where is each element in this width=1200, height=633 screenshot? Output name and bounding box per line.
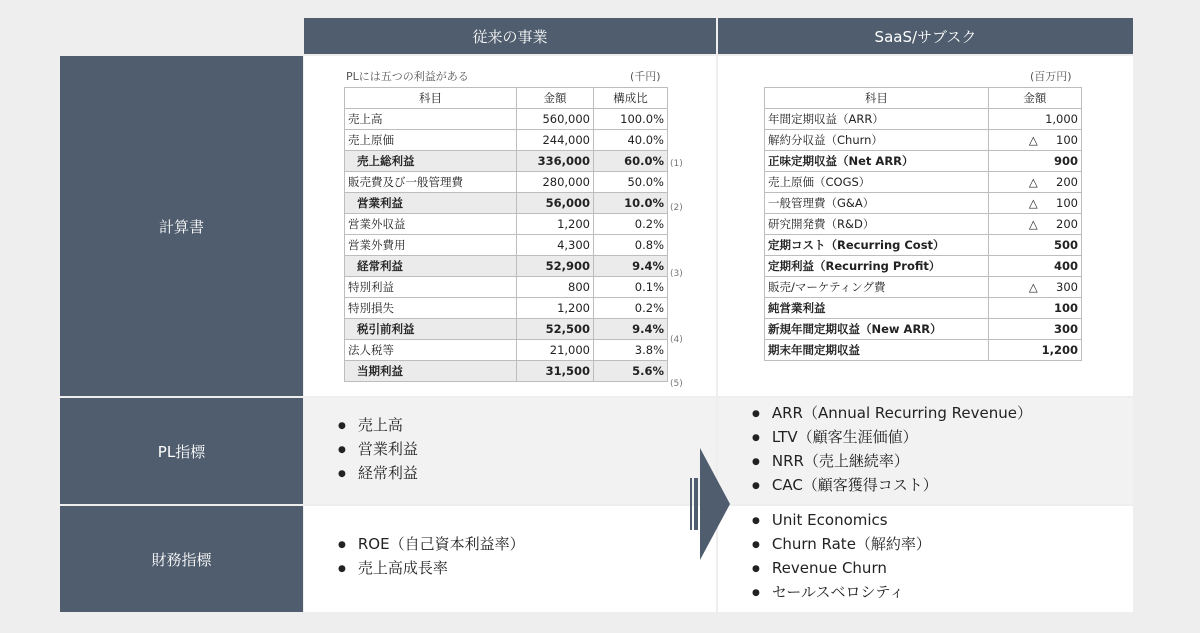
list-item: ● ARR（Annual Recurring Revenue） bbox=[752, 401, 1032, 425]
row-amount: 244,000 bbox=[517, 130, 594, 151]
row-ratio: 0.1% bbox=[594, 277, 668, 298]
list-item: ● LTV（顧客生涯価値） bbox=[752, 425, 1032, 449]
row-amount: 200 bbox=[1056, 175, 1078, 189]
row-amount-cell bbox=[988, 277, 1081, 298]
profit-number-note: (3) bbox=[670, 269, 683, 279]
table-row bbox=[765, 214, 1082, 235]
row-item-name: 研究開発費（R&D） bbox=[765, 214, 989, 235]
table-row bbox=[345, 361, 668, 382]
table-row bbox=[765, 256, 1082, 277]
col-header-item: 科目 bbox=[765, 88, 989, 109]
row-amount: 100 bbox=[1056, 133, 1078, 147]
traditional-finance-metrics-list bbox=[338, 532, 525, 580]
row-amount: 280,000 bbox=[517, 172, 594, 193]
table-row bbox=[345, 130, 668, 151]
header-traditional: 従来の事業 bbox=[304, 18, 716, 54]
row-amount-cell bbox=[988, 109, 1081, 130]
row-amount: 31,500 bbox=[517, 361, 594, 382]
col-header-amount: 金額 bbox=[517, 88, 594, 109]
table-row bbox=[765, 298, 1082, 319]
header-saas: SaaS/サブスク bbox=[718, 18, 1133, 54]
row-amount: 400 bbox=[1053, 259, 1078, 273]
table-row bbox=[345, 235, 668, 256]
traditional-pl-metrics-list bbox=[338, 413, 418, 485]
transition-arrow-icon bbox=[690, 448, 732, 560]
rowhead-finance-metrics: 財務指標 bbox=[60, 506, 303, 612]
list-item: ● Unit Economics bbox=[752, 508, 931, 532]
minus-triangle-icon: △ bbox=[1028, 217, 1038, 231]
row-item-name: 販売/マーケティング費 bbox=[765, 277, 989, 298]
row-amount: 56,000 bbox=[517, 193, 594, 214]
table-row bbox=[345, 319, 668, 340]
table-row bbox=[765, 235, 1082, 256]
row-amount: 560,000 bbox=[517, 109, 594, 130]
profit-number-note: (2) bbox=[670, 203, 683, 213]
row-amount: 4,300 bbox=[517, 235, 594, 256]
row-amount: 100 bbox=[1056, 196, 1078, 210]
col-header-amount: 金額 bbox=[988, 88, 1081, 109]
row-item-name: 営業外収益 bbox=[345, 214, 517, 235]
minus-triangle-icon: △ bbox=[1028, 280, 1038, 294]
row-amount: 336,000 bbox=[517, 151, 594, 172]
row-amount-cell bbox=[988, 319, 1081, 340]
row-amount: 300 bbox=[1056, 280, 1078, 294]
rowhead-pl-metrics: PL指標 bbox=[60, 398, 303, 504]
row-ratio: 3.8% bbox=[594, 340, 668, 361]
table-row bbox=[765, 193, 1082, 214]
table-row bbox=[345, 298, 668, 319]
row-amount-cell bbox=[988, 214, 1081, 235]
row-item-name: 営業利益 bbox=[345, 193, 517, 214]
traditional-pl-unit: (千円) bbox=[630, 70, 661, 83]
row-amount: 1,200 bbox=[1041, 343, 1078, 357]
row-ratio: 5.6% bbox=[594, 361, 668, 382]
list-item: ● NRR（売上継続率） bbox=[752, 449, 1032, 473]
list-item: ● セールスベロシティ bbox=[752, 580, 931, 604]
table-row bbox=[765, 130, 1082, 151]
row-item-name: 経常利益 bbox=[345, 256, 517, 277]
table-row bbox=[765, 172, 1082, 193]
row-item-name: 売上原価 bbox=[345, 130, 517, 151]
table-row bbox=[765, 277, 1082, 298]
col-header-ratio: 構成比 bbox=[594, 88, 668, 109]
row-item-name: 新規年間定期収益（New ARR） bbox=[765, 319, 989, 340]
row-amount: 52,500 bbox=[517, 319, 594, 340]
list-item: ● Churn Rate（解約率） bbox=[752, 532, 931, 556]
row-amount: 1,200 bbox=[517, 298, 594, 319]
row-item-name: 定期コスト（Recurring Cost） bbox=[765, 235, 989, 256]
row-item-name: 純営業利益 bbox=[765, 298, 989, 319]
saas-pl-unit: (百万円) bbox=[1030, 70, 1072, 83]
table-row bbox=[765, 151, 1082, 172]
table-row bbox=[345, 340, 668, 361]
list-item: ● Revenue Churn bbox=[752, 556, 931, 580]
row-ratio: 50.0% bbox=[594, 172, 668, 193]
row-amount-cell bbox=[988, 256, 1081, 277]
row-amount: 1,200 bbox=[517, 214, 594, 235]
list-item: ● 営業利益 bbox=[338, 437, 418, 461]
row-ratio: 9.4% bbox=[594, 256, 668, 277]
row-item-name: 特別利益 bbox=[345, 277, 517, 298]
row-item-name: 売上総利益 bbox=[345, 151, 517, 172]
row-amount: 500 bbox=[1053, 238, 1078, 252]
row-item-name: 当期利益 bbox=[345, 361, 517, 382]
table-row bbox=[345, 109, 668, 130]
row-item-name: 法人税等 bbox=[345, 340, 517, 361]
table-row bbox=[345, 277, 668, 298]
row-item-name: 年間定期収益（ARR） bbox=[765, 109, 989, 130]
traditional-pl-table bbox=[344, 87, 668, 382]
row-item-name: 特別損失 bbox=[345, 298, 517, 319]
row-item-name: 売上高 bbox=[345, 109, 517, 130]
row-item-name: 定期利益（Recurring Profit） bbox=[765, 256, 989, 277]
table-row bbox=[345, 214, 668, 235]
row-amount-cell bbox=[988, 235, 1081, 256]
row-item-name: 営業外費用 bbox=[345, 235, 517, 256]
rowhead-income-statement: 計算書 bbox=[60, 56, 303, 396]
table-row bbox=[765, 340, 1082, 361]
row-ratio: 0.2% bbox=[594, 214, 668, 235]
profit-number-note: (5) bbox=[670, 379, 683, 389]
col-header-item: 科目 bbox=[345, 88, 517, 109]
row-amount: 52,900 bbox=[517, 256, 594, 277]
profit-number-note: (1) bbox=[670, 159, 683, 169]
table-row bbox=[765, 109, 1082, 130]
row-item-name: 正味定期収益（Net ARR） bbox=[765, 151, 989, 172]
row-ratio: 0.8% bbox=[594, 235, 668, 256]
row-item-name: 販売費及び一般管理費 bbox=[345, 172, 517, 193]
saas-finance-metrics-list bbox=[752, 508, 931, 604]
row-amount-cell bbox=[988, 298, 1081, 319]
row-ratio: 0.2% bbox=[594, 298, 668, 319]
row-amount: 300 bbox=[1053, 322, 1078, 336]
table-row bbox=[765, 319, 1082, 340]
row-amount: 1,000 bbox=[1045, 112, 1078, 126]
row-amount-cell bbox=[988, 340, 1081, 361]
minus-triangle-icon: △ bbox=[1028, 196, 1038, 210]
row-amount-cell bbox=[988, 130, 1081, 151]
row-ratio: 40.0% bbox=[594, 130, 668, 151]
list-item: ● ROE（自己資本利益率） bbox=[338, 532, 525, 556]
row-item-name: 解約分収益（Churn） bbox=[765, 130, 989, 151]
list-item: ● CAC（顧客獲得コスト） bbox=[752, 473, 1032, 497]
saas-pl-metrics-list bbox=[752, 401, 1032, 497]
table-row bbox=[345, 172, 668, 193]
minus-triangle-icon: △ bbox=[1028, 175, 1038, 189]
list-item: ● 売上高 bbox=[338, 413, 418, 437]
row-amount: 800 bbox=[517, 277, 594, 298]
row-amount: 900 bbox=[1053, 154, 1078, 168]
table-row bbox=[345, 256, 668, 277]
table-row bbox=[345, 193, 668, 214]
traditional-pl-caption: PLには五つの利益がある bbox=[346, 70, 469, 83]
row-ratio: 9.4% bbox=[594, 319, 668, 340]
row-amount-cell bbox=[988, 151, 1081, 172]
profit-number-note: (4) bbox=[670, 335, 683, 345]
row-item-name: 売上原価（COGS） bbox=[765, 172, 989, 193]
row-ratio: 100.0% bbox=[594, 109, 668, 130]
row-ratio: 10.0% bbox=[594, 193, 668, 214]
row-item-name: 一般管理費（G&A） bbox=[765, 193, 989, 214]
row-item-name: 期末年間定期収益 bbox=[765, 340, 989, 361]
saas-pl-table bbox=[764, 87, 1082, 361]
row-amount-cell bbox=[988, 193, 1081, 214]
row-ratio: 60.0% bbox=[594, 151, 668, 172]
row-item-name: 税引前利益 bbox=[345, 319, 517, 340]
row-amount: 100 bbox=[1053, 301, 1078, 315]
row-amount: 200 bbox=[1056, 217, 1078, 231]
table-row bbox=[345, 151, 668, 172]
row-amount: 21,000 bbox=[517, 340, 594, 361]
minus-triangle-icon: △ bbox=[1028, 133, 1038, 147]
list-item: ● 売上高成長率 bbox=[338, 556, 525, 580]
list-item: ● 経常利益 bbox=[338, 461, 418, 485]
row-amount-cell bbox=[988, 172, 1081, 193]
